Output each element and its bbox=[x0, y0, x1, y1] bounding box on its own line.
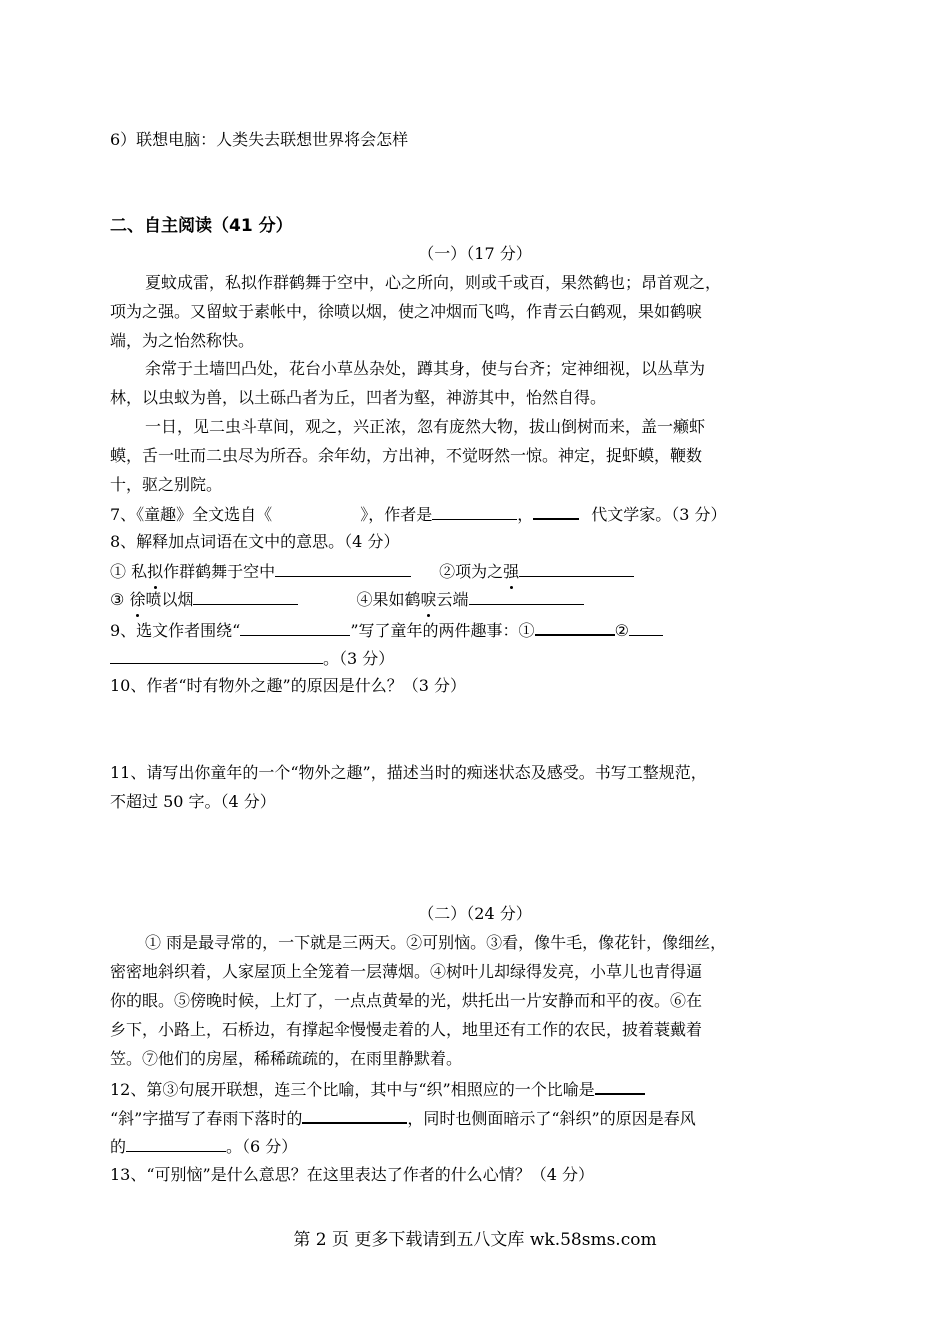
q9-text-a: 9、选文作者围绕“ bbox=[110, 621, 241, 640]
question-9-cont bbox=[110, 647, 394, 670]
q12-text-b: “斜”字描写了春雨下落时的 bbox=[110, 1109, 303, 1128]
q9-theme-blank[interactable] bbox=[240, 619, 350, 636]
q8-item3-prefix: ③ bbox=[110, 590, 130, 609]
q8-item4-blank[interactable] bbox=[469, 588, 584, 605]
q12-wind-blank[interactable] bbox=[126, 1135, 226, 1152]
q7-author-blank[interactable] bbox=[432, 503, 517, 520]
q12-text-c: ，同时也侧面暗示了“斜织”的原因是春风 bbox=[407, 1109, 696, 1128]
question-7 bbox=[110, 502, 727, 526]
q8-item3-blank[interactable] bbox=[193, 588, 298, 605]
q12-state-blank[interactable] bbox=[302, 1106, 407, 1124]
q12-text-a: 12、第③句展开联想，连三个比喻，其中与“织”相照应的一个比喻是 bbox=[110, 1080, 595, 1099]
question-8-row2 bbox=[110, 588, 584, 611]
passage2-line: 乡下，小路上，石桥边，有撑起伞慢慢走着的人，地里还有工作的农民，披着蓑戴着 bbox=[110, 1020, 703, 1039]
q7-dynasty-blank[interactable] bbox=[533, 502, 579, 520]
passage1-line: 余常于土墙凹凸处，花台小草丛杂处，蹲其身，使与台齐；定神细视，以丛草为 bbox=[145, 359, 706, 378]
section-title: 二、自主阅读（41 分） bbox=[110, 216, 293, 236]
q8-item4-rest: 云端 bbox=[436, 590, 469, 609]
passage2-line: 你的眼。⑤傍晚时候，上灯了，一点点黄晕的光，烘托出一片安静而和平的夜。⑥在 bbox=[110, 991, 703, 1010]
question-11: 11、请写出你童年的一个“物外之趣”，描述当时的痴迷状态及感受。书写工整规范， bbox=[110, 763, 707, 782]
q8-item1-prefix: ① 私 bbox=[110, 562, 148, 581]
q8-item3-rest: 喷以烟 bbox=[145, 590, 194, 609]
q8-item3-dotted: 徐 bbox=[129, 590, 146, 609]
question-8: 8、解释加点词语在文中的意思。（4 分） bbox=[110, 532, 400, 551]
q7-text-c: ， bbox=[517, 505, 534, 524]
q9-event2-blank[interactable] bbox=[629, 619, 663, 636]
part1-heading: （一）（17 分） bbox=[418, 244, 532, 263]
q8-item2-dotted: 强 bbox=[503, 562, 520, 581]
passage2-line: 笠。⑦他们的房屋，稀稀疏疏的，在雨里静默着。 bbox=[110, 1049, 463, 1068]
q8-item4-dotted: 唳 bbox=[420, 590, 437, 609]
passage1-line: 十，驱之别院。 bbox=[110, 475, 223, 494]
question-9 bbox=[110, 618, 663, 642]
question-11-cont: 不超过 50 字。（4 分） bbox=[110, 792, 276, 811]
passage2-line: ① 雨是最寻常的，一下就是三两天。②可别恼。③看，像牛毛，像花针，像细丝， bbox=[145, 933, 727, 952]
question-10: 10、作者“时有物外之趣”的原因是什么？（3 分） bbox=[110, 676, 466, 695]
q7-text-b: 》，作者是 bbox=[360, 505, 433, 524]
q9-text-d: 。（3 分） bbox=[323, 649, 395, 668]
q12-text-e: 。（6 分） bbox=[226, 1137, 298, 1156]
q8-item1-blank[interactable] bbox=[275, 560, 411, 577]
passage2-line: 密密地斜织着，人家屋顶上全笼着一层薄烟。④树叶儿却绿得发亮，小草儿也青得逼 bbox=[110, 962, 703, 981]
passage1-line: 夏蚊成雷，私拟作群鹤舞于空中，心之所向，则或千或百，果然鹤也；昂首观之， bbox=[145, 273, 722, 292]
q12-metaphor-blank[interactable] bbox=[595, 1077, 645, 1095]
question-13: 13、“可别恼”是什么意思？在这里表达了作者的什么心情？（4 分） bbox=[110, 1165, 594, 1184]
question-12-cont2 bbox=[110, 1135, 297, 1158]
part2-heading: （二）（24 分） bbox=[418, 904, 532, 923]
q8-item2-prefix: ②项为之 bbox=[439, 562, 504, 581]
passage1-line: 一日，见二虫斗草间，观之，兴正浓，忽有庞然大物，拔山倒树而来，盖一癞虾 bbox=[145, 417, 706, 436]
question-8-row1 bbox=[110, 560, 634, 583]
question-12 bbox=[110, 1077, 645, 1101]
q8-item1-dotted: 拟 bbox=[147, 562, 164, 581]
top-item: 6）联想电脑：人类失去联想世界将会怎样 bbox=[110, 130, 409, 149]
q8-item2-blank[interactable] bbox=[519, 560, 634, 577]
q8-item4-prefix: ④果如鹤 bbox=[356, 590, 421, 609]
passage1-line: 端，为之怡然称快。 bbox=[110, 331, 255, 350]
q7-text-a: 7、《童趣》全文选自《 bbox=[110, 505, 273, 524]
q7-text-d: 代文学家。（3 分） bbox=[591, 505, 727, 524]
question-12-cont bbox=[110, 1106, 696, 1130]
page-footer: 第 2 页 更多下载请到五八文库 wk.58sms.com bbox=[293, 1230, 657, 1250]
q9-event1-blank[interactable] bbox=[535, 618, 615, 636]
q9-text-c: ② bbox=[614, 621, 629, 640]
q9-event2-blank-cont[interactable] bbox=[110, 647, 323, 664]
q8-item1-rest: 作群鹤舞于空中 bbox=[163, 562, 276, 581]
q9-text-b: ”写了童年的两件趣事：① bbox=[350, 621, 535, 640]
passage1-line: 项为之强。又留蚊于素帐中，徐喷以烟，使之冲烟而飞鸣，作青云白鹤观，果如鹤唳 bbox=[110, 302, 703, 321]
passage1-line: 林，以虫蚁为兽，以土砾凸者为丘，凹者为壑，神游其中，怡然自得。 bbox=[110, 388, 607, 407]
q12-text-d: 的 bbox=[110, 1137, 127, 1156]
passage1-line: 蟆，舌一吐而二虫尽为所吞。余年幼，方出神，不觉呀然一惊。神定，捉虾蟆，鞭数 bbox=[110, 446, 703, 465]
